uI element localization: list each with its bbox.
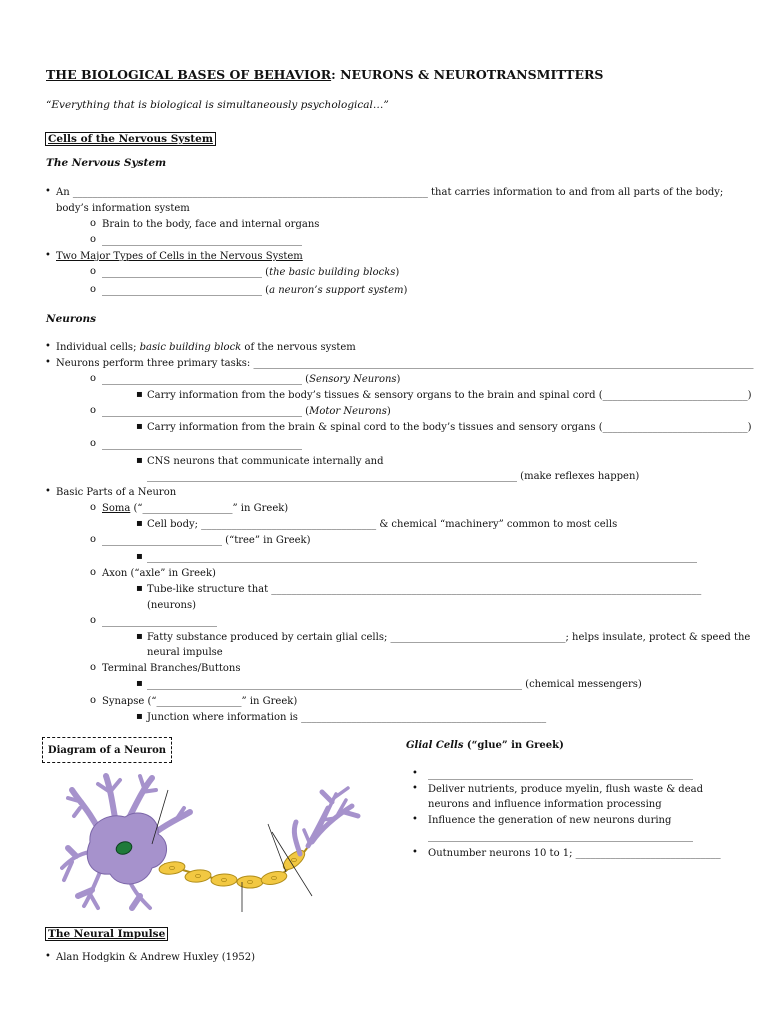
terminal-branch [322,792,332,802]
synapse-desc: Junction where information is _________________________________________________ [147,712,547,723]
neural-impulse-heading: The Neural Impulse [45,922,168,941]
section-cells-heading: Cells of the Nervous System [45,127,216,146]
terminal-branch [294,822,300,854]
ns-line-1b: body’s information system [56,203,190,214]
glial-heading: Glial Cells (“glue” in Greek) [406,740,564,751]
task-2: ________________________________________ (Motor Neurons) [102,406,391,417]
myelin-sheath-segment [211,874,237,887]
glial-line-1: _____________________________________________________ [428,769,693,780]
parts-heading: Basic Parts of a Neuron [56,487,177,498]
sub-bullet-icon: o [90,534,97,545]
sub-bullet-icon: o [90,284,97,295]
dendrite-branch [142,790,156,792]
task-3: ________________________________________ [102,439,302,450]
dendrite-branch [140,776,144,788]
dendrite-desc: ______________________________________________________________________________________________________________ [147,552,697,563]
ns-sub-1: Brain to the body, face and internal organs [102,219,320,230]
square-bullet-icon: ▪ [136,421,143,432]
bullet-icon: • [45,186,51,197]
glial-line-4: Outnumber neurons 10 to 1; _____________________________ [428,848,721,859]
square-bullet-icon: ▪ [136,389,143,400]
neurons-line-2: Neurons perform three primary tasks: ____________________________________________________________________________________________________ [56,358,754,369]
sub-bullet-icon: o [90,373,97,384]
square-bullet-icon: ▪ [136,455,143,466]
epigraph-quote: “Everything that is biological is simultaneously psychological…” [46,99,389,111]
sub-bullet-icon: o [90,405,97,416]
dendrite-branch [106,776,115,818]
square-bullet-icon: ▪ [136,678,143,689]
task-3-desc-2: __________________________________________________________________________ (make reflexes happen) [147,471,640,482]
axon-desc-1: Tube-like structure that ______________________________________________________________________________________ [147,584,702,595]
terminal-desc: ___________________________________________________________________________ (chemical messengers) [147,679,642,690]
glial-line-2a: Deliver nutrients, produce myelin, flush waste & dead [428,784,703,795]
bullet-icon: • [412,814,418,825]
sub-bullet-icon: o [90,266,97,277]
sub-bullet-icon: o [90,567,97,578]
dendrite-branch [132,896,140,908]
myelin-sheath-segment [280,847,308,873]
sub-bullet-icon: o [90,234,97,245]
glial-line-2b: neurons and influence information processing [428,799,662,810]
neuron-drawing [62,776,358,912]
terminal-branch [304,830,310,844]
dendrite-branch [68,848,76,856]
myelin-desc-2: neural impulse [147,647,223,658]
sub-bullet-icon: o [90,218,97,229]
dendrite-branch [90,894,98,908]
neurons-line-1: Individual cells; basic building block of the nervous system [56,342,356,353]
synapse-line: Synapse (“_________________” in Greek) [102,696,298,707]
bullet-icon: • [45,357,51,368]
myelin-desc-1: Fatty substance produced by certain glial cells; ___________________________________; helps insulate, protect & speed the [147,632,751,643]
neuron-diagram [60,772,370,912]
page-title: THE BIOLOGICAL BASES OF BEHAVIOR: NEURONS & NEUROTRANSMITTERS [46,67,604,82]
bullet-icon: • [45,341,51,352]
task-2-desc: Carry information from the brain & spinal cord to the body’s tissues and sensory organs (_____________________________) [147,422,752,433]
bullet-icon: • [412,768,418,779]
bullet-icon: • [412,847,418,858]
square-bullet-icon: ▪ [136,711,143,722]
axon-desc-2: (neurons) [147,600,196,611]
myelin-sheath-segment [237,876,263,888]
dendrite-line: ________________________ (“tree” in Greek) [102,535,311,546]
diagram-label-box: Diagram of a Neuron [42,737,172,763]
bullet-icon: • [45,250,51,261]
bullet-icon: • [45,951,51,962]
myelin-line: _______________________ [102,616,217,627]
axon-line: Axon (“axle” in Greek) [102,568,216,579]
sub-bullet-icon: o [90,615,97,626]
neurons-heading: Neurons [46,313,96,325]
ns-line-1a: An _______________________________________________________________________ that carries information to and from all parts of the body; [56,187,724,198]
myelin-sheath-segment [158,860,185,876]
terminal-branch [344,812,358,816]
square-bullet-icon: ▪ [136,583,143,594]
terminal-line: Terminal Branches/Buttons [102,663,241,674]
task-1: ________________________________________ (Sensory Neurons) [102,374,401,385]
soma-line: Soma (“__________________” in Greek) [102,503,289,514]
bullet-icon: • [412,783,418,794]
task-3-desc-1: CNS neurons that communicate internally and [147,456,384,467]
ns-line-2: Two Major Types of Cells in the Nervous System [56,251,303,262]
square-bullet-icon: ▪ [136,551,143,562]
myelin-sheath-segment [260,869,288,886]
nervous-system-heading: The Nervous System [46,157,167,169]
square-bullet-icon: ▪ [136,631,143,642]
dendrite-branch [74,808,80,816]
soma-desc: Cell body; ___________________________________ & chemical “machinery” common to most cells [147,519,618,530]
ns-sub-4: ________________________________ (a neuron’s support system) [102,285,408,296]
task-1-desc: Carry information from the body’s tissues & sensory organs to the brain and spinal cord (_____________________________) [147,390,752,401]
ns-sub-3: ________________________________ (the basic building blocks) [102,267,400,278]
square-bullet-icon: ▪ [136,518,143,529]
impulse-line-1: Alan Hodgkin & Andrew Huxley (1952) [56,952,255,963]
sub-bullet-icon: o [90,695,97,706]
ns-sub-2: ________________________________________ [102,235,302,246]
sub-bullet-icon: o [90,438,97,449]
glial-line-3b: _____________________________________________________ [428,831,693,842]
sub-bullet-icon: o [90,662,97,673]
sub-bullet-icon: o [90,502,97,513]
bullet-icon: • [45,486,51,497]
glial-line-3a: Influence the generation of new neurons during [428,815,672,826]
dendrite-branch [156,812,190,832]
